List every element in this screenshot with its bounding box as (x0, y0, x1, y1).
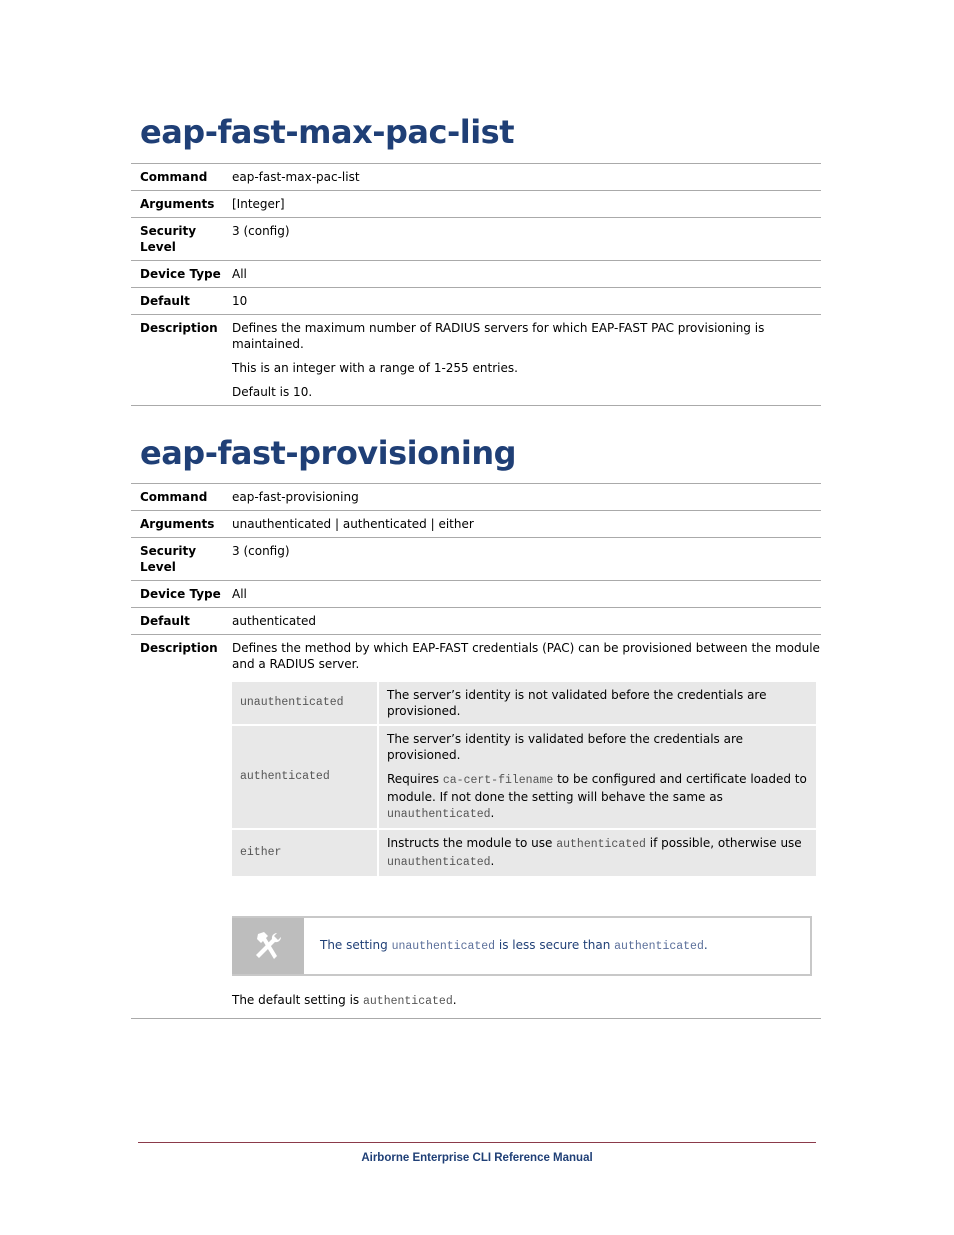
table-row (131, 608, 821, 635)
section2-command-table (131, 483, 821, 1019)
row-label: Arguments (131, 511, 232, 538)
option-paragraph: The server’s identity is validated before the credentials are provisioned. (387, 732, 744, 762)
table-row (131, 635, 821, 1019)
row-value: [Integer] (232, 191, 821, 218)
code-run: ca-cert-filename (442, 774, 554, 787)
option-row (232, 682, 816, 724)
table-row (131, 218, 821, 261)
text-run: . (490, 806, 495, 820)
text-run: The default setting is (232, 993, 363, 1007)
row-value: authenticated (232, 608, 821, 635)
text-run: to be configured and certificate loaded to module. If not done the setting will behave the same as (387, 772, 807, 804)
row-value: 3 (config) (232, 538, 821, 581)
row-label (131, 218, 232, 261)
row-value: 10 (232, 288, 821, 315)
row-value: 3 (config) (232, 218, 821, 261)
table-row (131, 191, 821, 218)
tools-icon-graphic (250, 928, 286, 964)
table-row (131, 581, 821, 608)
tools-icon (232, 918, 304, 974)
description-intro: Defines the method by which EAP-FAST credentials (PAC) can be provisioned between the module and a RADIUS server. (232, 641, 820, 671)
row-value: All (232, 581, 821, 608)
option-row (232, 830, 816, 876)
table-row (131, 315, 821, 406)
text-run: Requires (387, 772, 443, 786)
option-name: either (232, 830, 377, 876)
section2-table-wrap (131, 483, 821, 1019)
text-run: Instructs the module to use (387, 836, 557, 850)
row-label: Default (131, 608, 232, 635)
row-value (232, 635, 821, 1019)
description-paragraph: Default is 10. (232, 385, 313, 399)
option-row (232, 726, 816, 828)
code-run: unauthenticated (391, 940, 496, 953)
description-paragraph: Defines the maximum number of RADIUS servers for which EAP-FAST PAC provisioning is maintained. (232, 321, 765, 351)
option-paragraph (387, 771, 808, 823)
code-run: unauthenticated (387, 808, 491, 821)
table-row (131, 511, 821, 538)
text-run: The setting (320, 938, 392, 952)
row-value: unauthenticated | authenticated | either (232, 511, 821, 538)
label-line: Level (140, 560, 176, 574)
text-run: . (703, 938, 708, 952)
note-text (304, 918, 810, 974)
code-run: unauthenticated (387, 856, 491, 869)
row-label: Default (131, 288, 232, 315)
row-label: Command (131, 164, 232, 191)
option-description (379, 830, 816, 876)
label-line: Security (140, 224, 197, 238)
row-value: All (232, 261, 821, 288)
text-run: . (490, 854, 495, 868)
label-line: Security (140, 544, 197, 558)
section1-command-table (131, 163, 821, 406)
table-row (131, 484, 821, 511)
footer-rule (138, 1142, 816, 1143)
row-label: Device Type (131, 581, 232, 608)
row-value (232, 315, 821, 406)
text-run: if possible, otherwise use (645, 836, 802, 850)
text-run: . (452, 993, 457, 1007)
section1-table-wrap (131, 163, 821, 406)
table-row (131, 164, 821, 191)
footer-title: Airborne Enterprise CLI Reference Manual (361, 1152, 593, 1164)
row-label: Device Type (131, 261, 232, 288)
code-run: authenticated (363, 995, 453, 1008)
label-line: Level (140, 240, 176, 254)
row-label: Command (131, 484, 232, 511)
row-value: eap-fast-provisioning (232, 484, 821, 511)
option-name: authenticated (232, 726, 377, 828)
row-label (131, 538, 232, 581)
row-label: Description (131, 315, 232, 406)
row-label: Description (131, 635, 232, 1019)
row-label: Arguments (131, 191, 232, 218)
table-row (131, 538, 821, 581)
default-setting-text (232, 992, 821, 1010)
option-name: unauthenticated (232, 682, 377, 724)
table-row (131, 288, 821, 315)
code-run: authenticated (614, 940, 704, 953)
options-table (230, 680, 818, 878)
section1-title: eap-fast-max-pac-list (140, 113, 515, 151)
code-run: authenticated (556, 838, 646, 851)
text-run: is less secure than (495, 938, 615, 952)
row-value: eap-fast-max-pac-list (232, 164, 821, 191)
note-callout (232, 916, 812, 976)
description-paragraph: This is an integer with a range of 1-255 entries. (232, 361, 518, 375)
option-description (379, 726, 816, 828)
section2-title: eap-fast-provisioning (140, 434, 517, 472)
option-description: The server’s identity is not validated before the credentials are provisioned. (379, 682, 816, 724)
table-row (131, 261, 821, 288)
